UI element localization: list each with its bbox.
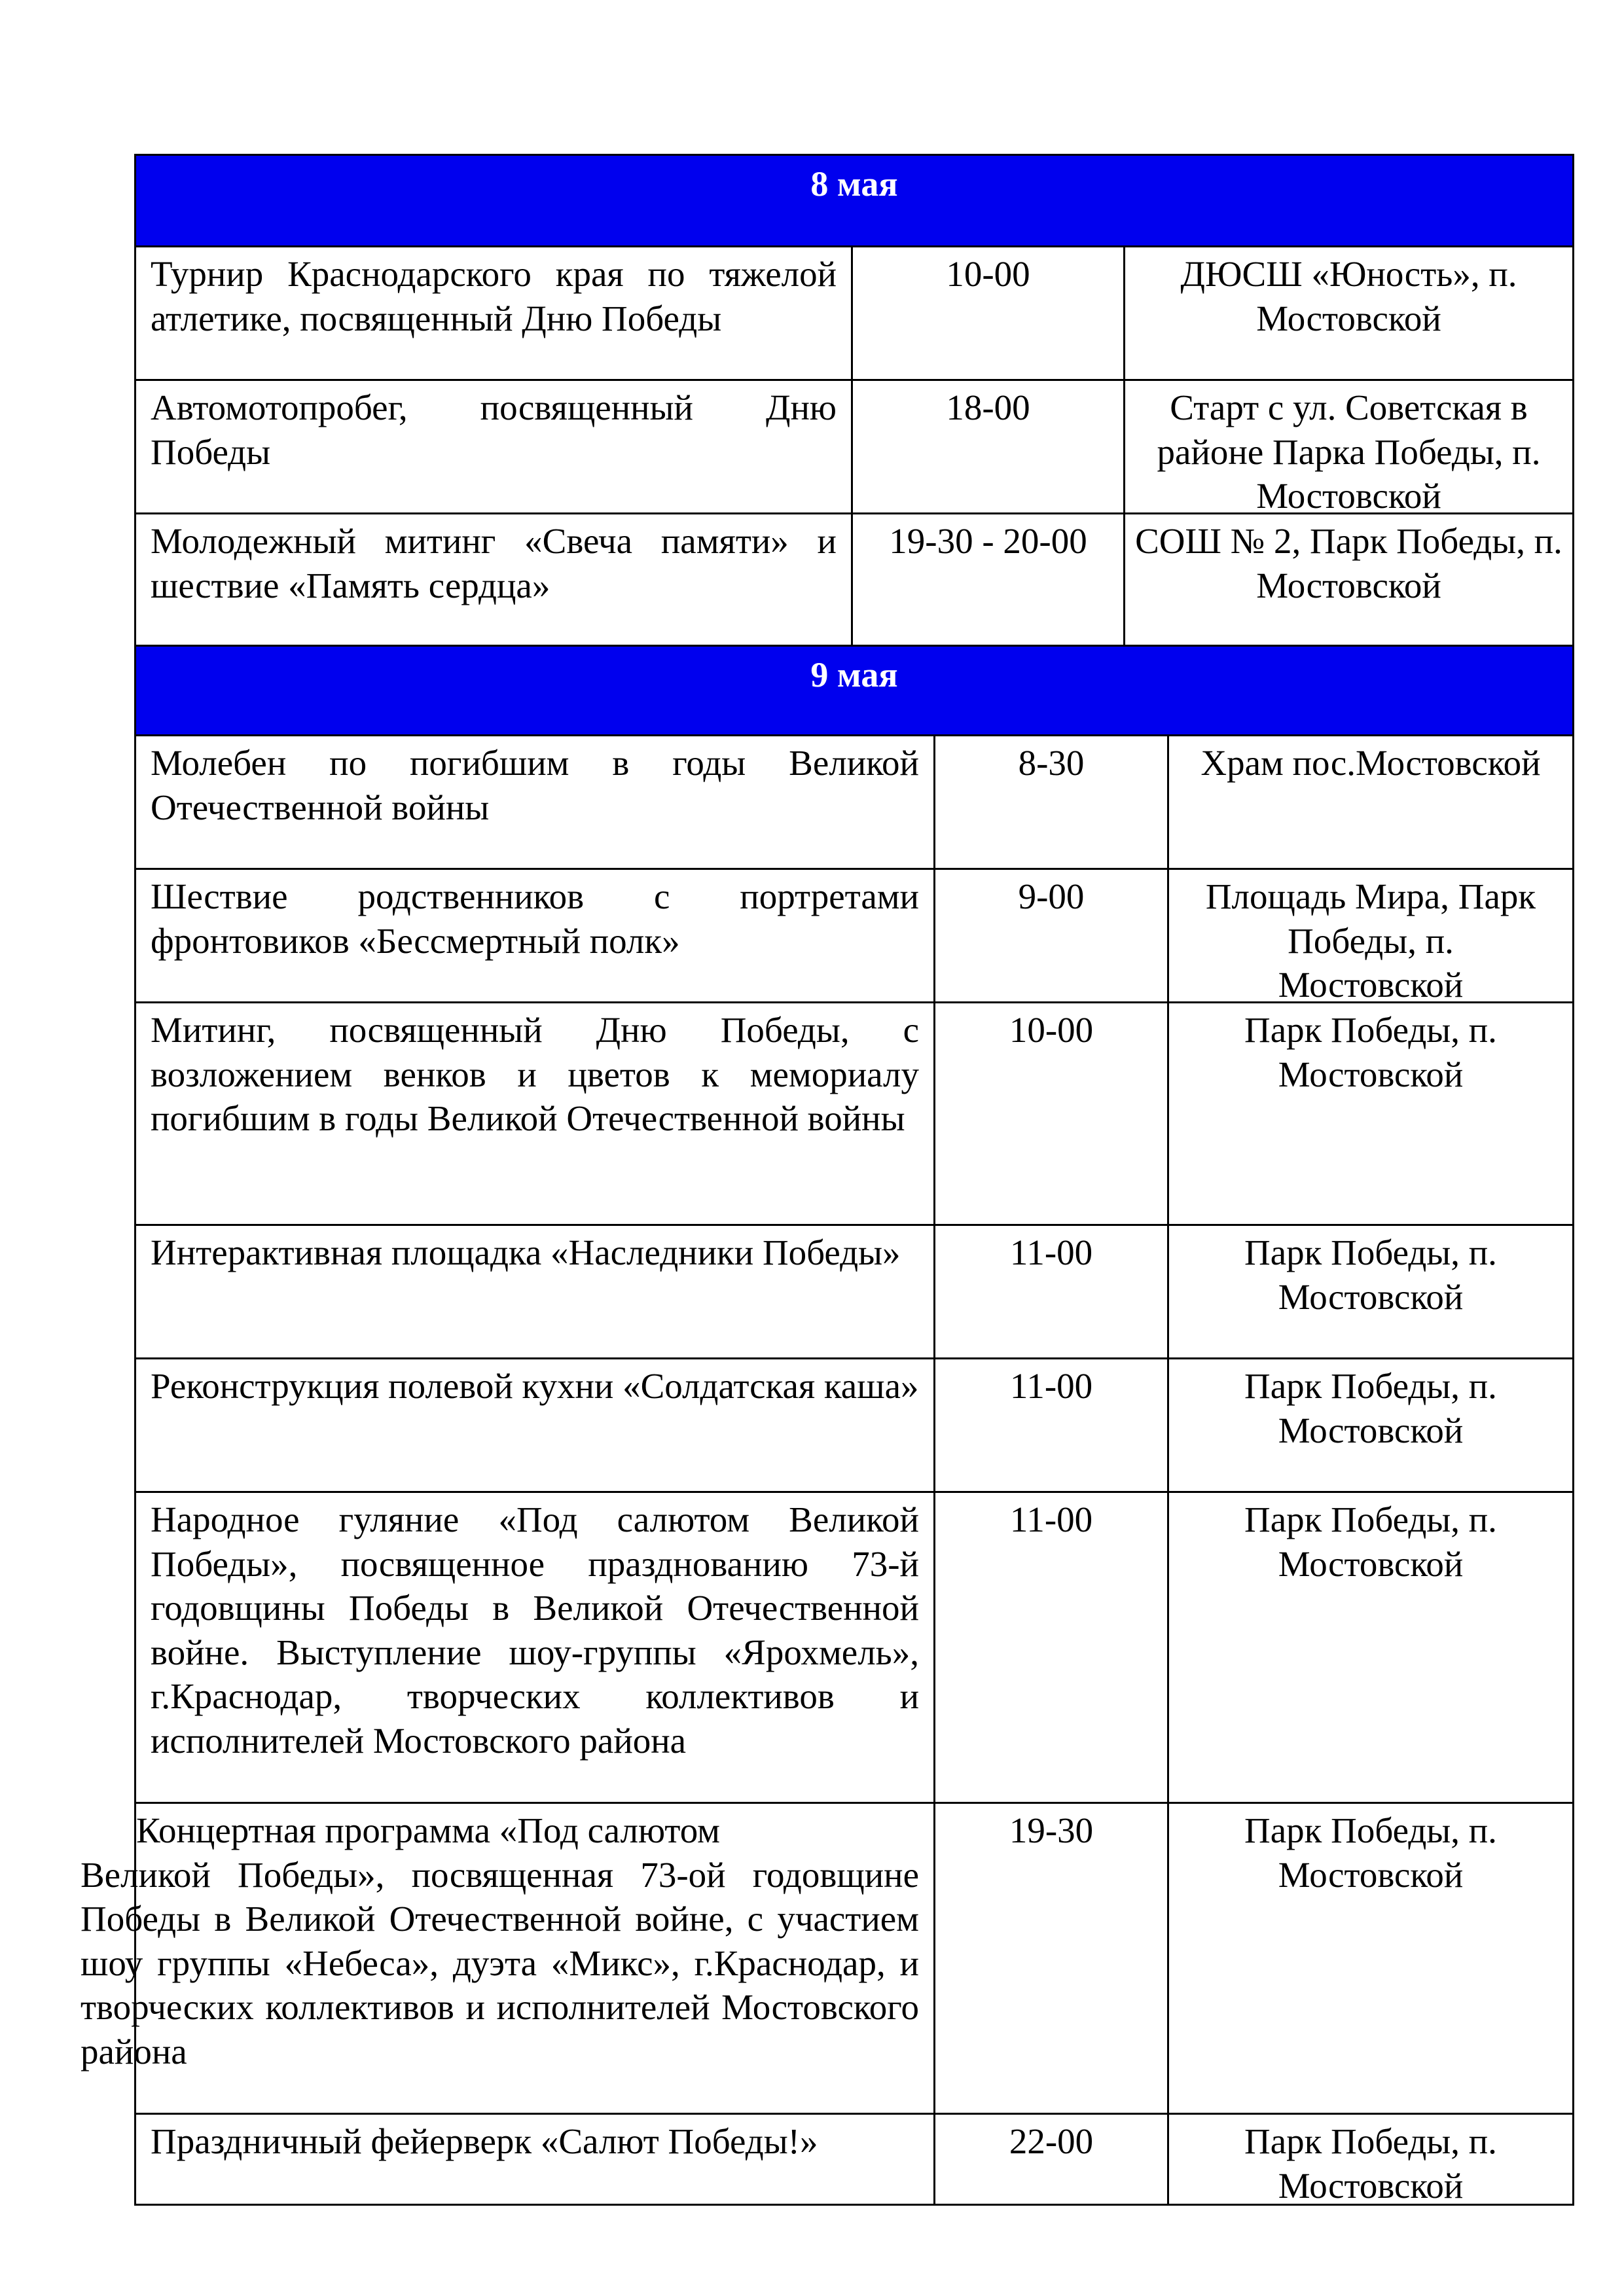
event-cell: Шествие родственников с портретами фронтовиков «Бессмертный полк» (151, 876, 919, 961)
place-cell: Парк Победы, п. Мостовской (1167, 2115, 1572, 2204)
event-cell: Народное гуляние «Под салютом Великой Победы», посвященное празднованию 73-й годовщины Победы в Великой Отечественной войне. Выступление шоу-группы «Ярохмель», г.Краснодар, творческих коллективов и исполнителей Мостовского района (151, 1499, 919, 1761)
place-cell: Площадь Мира, Парк Победы, п. Мостовской (1167, 870, 1572, 1001)
time-cell: 11-00 (933, 1359, 1167, 1491)
time-cell: 18-00 (851, 381, 1123, 512)
time-cell: 10-00 (851, 247, 1123, 379)
table-row (136, 734, 1572, 868)
table-row (136, 1001, 1572, 1224)
table-row (136, 245, 1572, 379)
date-header: 9 мая (136, 647, 1572, 734)
event-cell: Турнир Краснодарского края по тяжелой атлетике, посвященный Дню Победы (151, 254, 837, 338)
time-cell: 19-30 (933, 1804, 1167, 2113)
time-cell: 9-00 (933, 870, 1167, 1001)
place-cell: Парк Победы, п. Мостовской (1167, 1804, 1572, 2113)
place-cell: Старт с ул. Советская в районе Парка Победы, п. Мостовской (1123, 381, 1572, 512)
place-cell: Парк Победы, п. Мостовской (1167, 1226, 1572, 1357)
place-cell: Парк Победы, п. Мостовской (1167, 1003, 1572, 1224)
schedule-table (81, 154, 1574, 2206)
event-cell: Митинг, посвященный Дню Победы, с возложением венков и цветов к мемориалу погибшим в годы Великой Отечественной войны (151, 1010, 919, 1138)
event-cell (81, 1804, 933, 2113)
time-cell: 11-00 (933, 1226, 1167, 1357)
time-cell: 19-30 - 20-00 (851, 514, 1123, 645)
table-row (136, 1491, 1572, 1802)
event-cell: Праздничный фейерверк «Салют Победы!» (151, 2121, 818, 2161)
event-cell: Реконструкция полевой кухни «Солдатская каша» (151, 1366, 919, 1406)
event-text (81, 1808, 919, 2073)
table-row (81, 1802, 1572, 2113)
table-row (136, 2113, 1572, 2204)
table-row (136, 1357, 1572, 1491)
date-header: 8 мая (136, 156, 1572, 245)
place-cell: СОШ № 2, Парк Победы, п. Мостовской (1123, 514, 1572, 645)
place-cell: Парк Победы, п. Мостовской (1167, 1359, 1572, 1491)
place-cell: Храм пос.Мостовской (1167, 736, 1572, 868)
event-text-first-line: Концертная программа «Под салютом (136, 1810, 720, 1850)
place-cell: Парк Победы, п. Мостовской (1167, 1493, 1572, 1802)
event-cell: Автомотопробег, посвященный Дню Победы (151, 387, 837, 472)
table-row (136, 512, 1572, 645)
table-row (136, 379, 1572, 516)
event-cell: Молодежный митинг «Свеча памяти» и шествие «Память сердца» (151, 521, 837, 605)
table-row (136, 1224, 1572, 1357)
time-cell: 10-00 (933, 1003, 1167, 1224)
place-cell: ДЮСШ «Юность», п. Мостовской (1123, 247, 1572, 379)
time-cell: 11-00 (933, 1493, 1167, 1802)
event-cell: Молебен по погибшим в годы Великой Отечественной войны (151, 743, 919, 827)
time-cell: 8-30 (933, 736, 1167, 868)
event-cell: Интерактивная площадка «Наследники Победы» (151, 1232, 901, 1272)
section-may-9 (81, 645, 1572, 2206)
table-row (136, 868, 1572, 1005)
event-text-rest: Великой Победы», посвященная 73-ой годовщине Победы в Великой Отечественной войне, с участием шоу группы «Небеса», дуэта «Микс», г.Краснодар, и творческих коллективов и исполнителей Мостовского района (81, 1854, 919, 2072)
section-may-8 (136, 156, 1572, 645)
time-cell: 22-00 (933, 2115, 1167, 2204)
